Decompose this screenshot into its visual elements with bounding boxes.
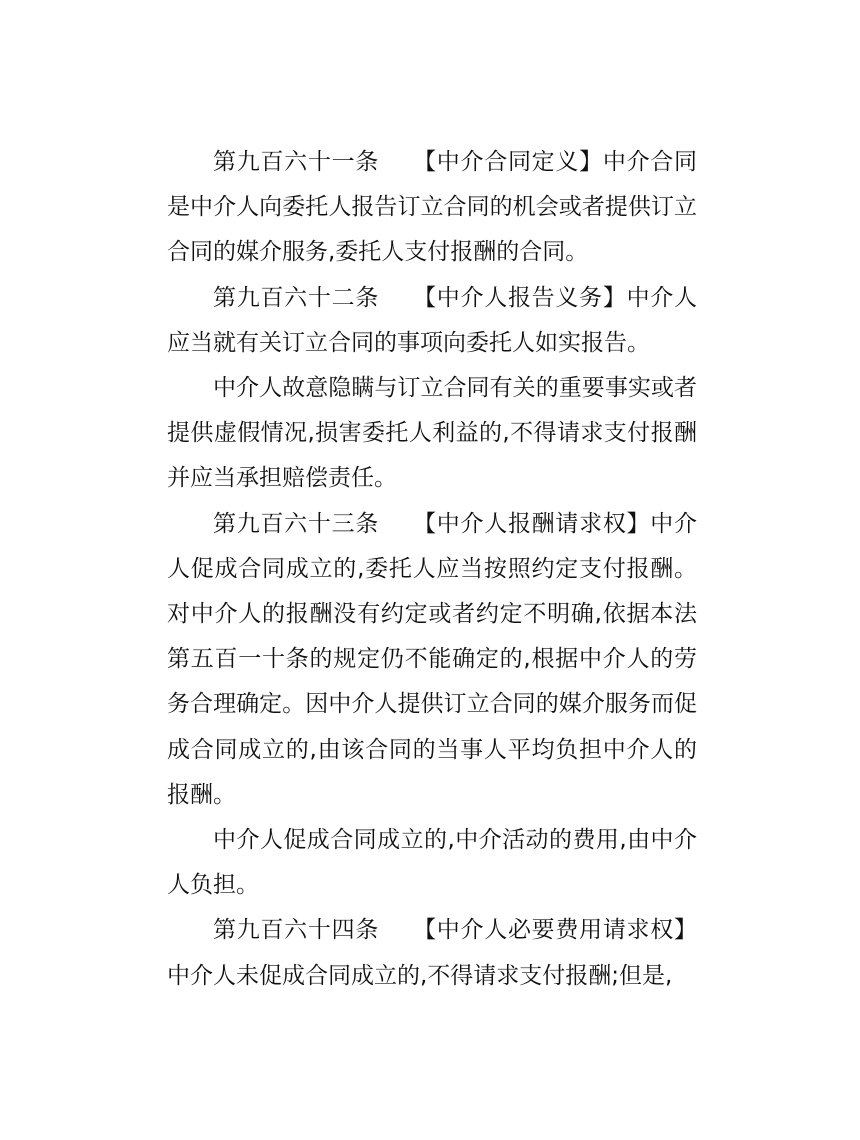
- article-heading: 【中介人报酬请求权】: [413, 510, 651, 537]
- article-text: 中介人促成合同成立的,委托人应当按照约定支付报酬。对中介人的报酬没有约定或者约定不明确,依据本法第五百一十条的规定仍不能确定的,根据中介人的劳务合理确定。因中介人提供订立合同的媒介服务而促成合同成立的,由该合同的当事人平均负担中介人的报酬。: [167, 510, 698, 808]
- article-heading: 【中介人必要费用请求权】: [413, 917, 698, 944]
- article-number: 第九百六十一条: [213, 149, 380, 175]
- paragraph-article-962: [167, 276, 697, 366]
- paragraph-article-964: [167, 908, 697, 998]
- article-text: 中介人促成合同成立的,中介活动的费用,由中介人负担。: [167, 827, 697, 899]
- document-body: [167, 140, 697, 999]
- article-heading: 【中介人报告义务】: [413, 284, 627, 311]
- article-number: 第九百六十二条: [213, 284, 380, 311]
- article-text: 中介合同是中介人向委托人报告订立合同的机会或者提供订立合同的媒介服务,委托人支付报酬的合同。: [167, 149, 698, 266]
- article-text: 中介人故意隐瞒与订立合同有关的重要事实或者提供虚假情况,损害委托人利益的,不得请求支付报酬并应当承担赔偿责任。: [167, 375, 697, 492]
- article-text: 中介人未促成合同成立的,不得请求支付报酬;但是,: [167, 962, 673, 989]
- article-heading: 【中介合同定义】: [413, 149, 603, 175]
- article-number: 第九百六十四条: [213, 917, 380, 944]
- article-text: 中介人应当就有关订立合同的事项向委托人如实报告。: [167, 284, 698, 356]
- paragraph-article-962-clause-2: [167, 366, 697, 502]
- paragraph-article-961: [167, 140, 697, 276]
- paragraph-article-963-clause-2: [167, 818, 697, 908]
- article-number: 第九百六十三条: [213, 510, 380, 537]
- paragraph-article-963: [167, 502, 697, 818]
